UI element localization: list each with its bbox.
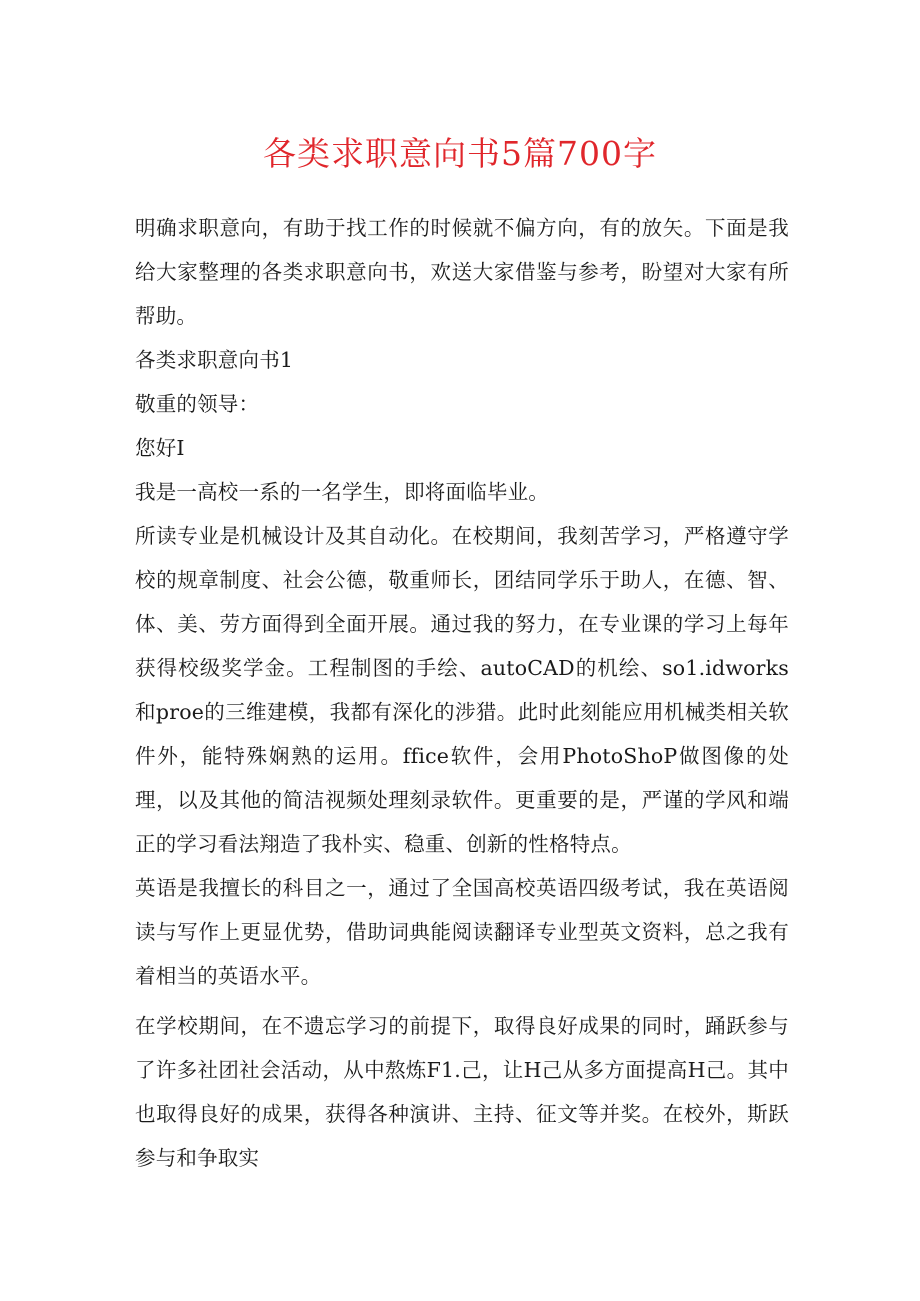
document-title: 各类求职意向书5篇700字 bbox=[263, 134, 657, 173]
greeting: 您好I bbox=[135, 436, 185, 460]
body-paragraph: 我是一高校一系的一名学生，即将面临毕业。 bbox=[135, 480, 549, 504]
body-paragraph: 所读专业是机械设计及其自动化。在校期间，我刻苦学习，严格遵守学校的规章制度、社会公德，敬重师长，团结同学乐于助人，在德、智、体、美、劳方面得到全面开展。通过我的努力，在专业课的学习上每年获得校级奖学金。工程制图的手绘、autoCAD的机绘、so1.idworks和proe的三维建模，我都有深化的涉猎。此时此刻能应用机械类相关软件外，能特殊娴熟的运用。ffice软件，会用PhotoShoP做图像的处理，以及其他的简洁视频处理刻录软件。更重要的是，严谨的学风和端正的学习看法翔造了我朴实、稳重、创新的性格特点。 bbox=[135, 524, 789, 856]
section-heading: 各类求职意向书1 bbox=[135, 348, 294, 372]
document-body bbox=[135, 206, 789, 1180]
intro-paragraph: 明确求职意向，有助于找工作的时候就不偏方向，有的放矢。下面是我给大家整理的各类求职意向书，欢送大家借鉴与参考，盼望对大家有所帮助。 bbox=[135, 216, 789, 328]
body-paragraph: 在学校期间，在不遗忘学习的前提下，取得良好成果的同时，踊跃参与了许多社团社会活动，从中熬炼F1.己，让H己从多方面提高H己。其中也取得良好的成果，获得各种演讲、主持、征文等并奖。在校外，斯跃参与和争取实 bbox=[135, 1014, 789, 1170]
body-paragraph: 英语是我擅长的科目之一，通过了全国高校英语四级考试，我在英语阅读与写作上更显优势，借助词典能阅读翻译专业型英文资料，总之我有着相当的英语水平。 bbox=[135, 876, 789, 988]
salutation: 敬重的领导： bbox=[135, 392, 260, 416]
